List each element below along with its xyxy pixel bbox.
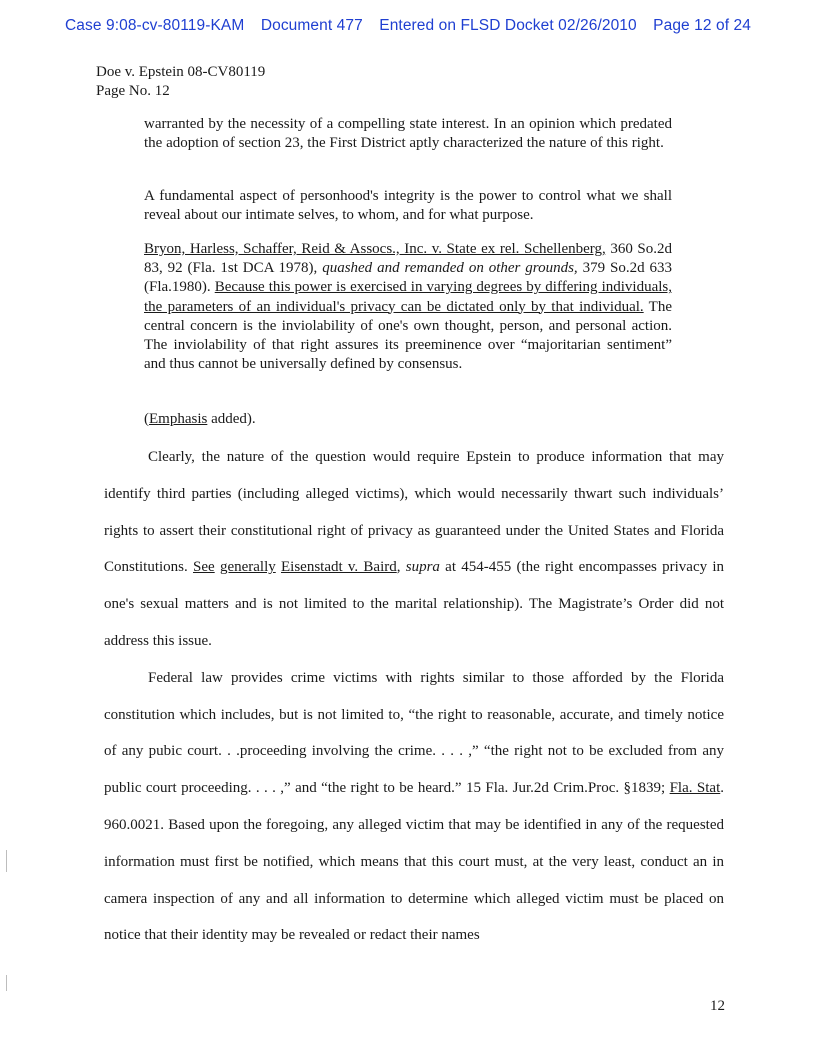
emphasis-word: Emphasis [149,411,208,427]
citation-1: 360 So.2d 83, 92 (Fla. 1st DCA 1978), [144,241,672,277]
supra: supra [405,559,440,576]
body-text [104,439,724,954]
case-caption [96,63,265,101]
citation-2: 379 So.2d 633 (Fla.1980). [144,260,672,296]
scan-mark [6,975,7,991]
signal-generally: generally [219,559,276,576]
emphasis-note: (Emphasis added). [144,411,256,427]
paragraph-privacy: Clearly, the nature of the question would require Epstein to produce information that may identify third parties (including alleged victims), which would necessarily thwart such individuals’ rights to assert their constitutional right of privacy as guaranteed under the United States and Florida Constitutions. See generally Eisenstadt v. Baird, supra at 454-455 (the right encompasses privacy in one's sexual matters and is not limited to the marital relationship). The Magistrate’s Order did not address this issue. [104,449,725,649]
docket-entry: Entered on FLSD Docket 02/26/2010 [379,17,637,34]
block-quote-2: A fundamental aspect of personhood's integrity is the power to control what we shall reveal about our intimate selves, to whom, and for what purpose. [144,188,672,224]
quote-remainder: The central concern is the inviolability of one's own thought, person, and personal action. The inviolability of that right assures its preeminence over “majoritarian sentiment” and thus cannot be universally defined by consensus. [144,298,672,373]
emphasized-passage: Because this power is exercised in varying degrees by differing individuals, the parameters of an individual's privacy can be dictated only by that individual. [144,279,672,315]
document-number: Document 477 [260,17,363,34]
page-count: Page 12 of 24 [653,17,751,34]
case-eisenstadt: Eisenstadt v. Baird [281,559,397,576]
subsequent-history: quashed and remanded on other grounds, [322,260,578,277]
florida-statute: Fla. Stat [669,780,721,797]
docket-header [0,17,816,35]
signal-see: See [193,559,215,576]
block-quote-1: warranted by the necessity of a compelling state interest. In an opinion which predated the adoption of section 23, the First District aptly characterized the nature of this right. [144,116,672,152]
block-quote-3 [144,240,672,374]
caption-case-name: Doe v. Epstein 08-CV80119 [96,64,266,80]
case-number: Case 9:08-cv-80119-KAM [65,17,245,34]
scan-mark [6,850,7,872]
paragraph-federal-law: Federal law provides crime victims with rights similar to those afforded by the Florida constitution which includes, but is not limited to, “the right to reasonable, accurate, and timely notice of any pubic court. . .proceeding involving the crime. . . . ,” “the right not to be excluded from any public court proceeding. . . . ,” and “the right to be heard.” 15 Fla. Jur.2d Crim.Proc. §1839; Fla. Stat. 960.0021. Based upon the foregoing, any alleged victim that may be identified in any of the requested information must first be notified, which means that this court must, at the very least, conduct an in camera inspection of any and all information to determine which alleged victim must be placed on notice that their identity may be revealed or redact their names [104,669,724,944]
case-citation-name: Bryon, Harless, Schaffer, Reid & Assocs., Inc. v. State ex rel. Schellenberg, [144,241,606,257]
caption-page-number: Page No. 12 [96,83,170,99]
page-number: 12 [710,998,725,1014]
